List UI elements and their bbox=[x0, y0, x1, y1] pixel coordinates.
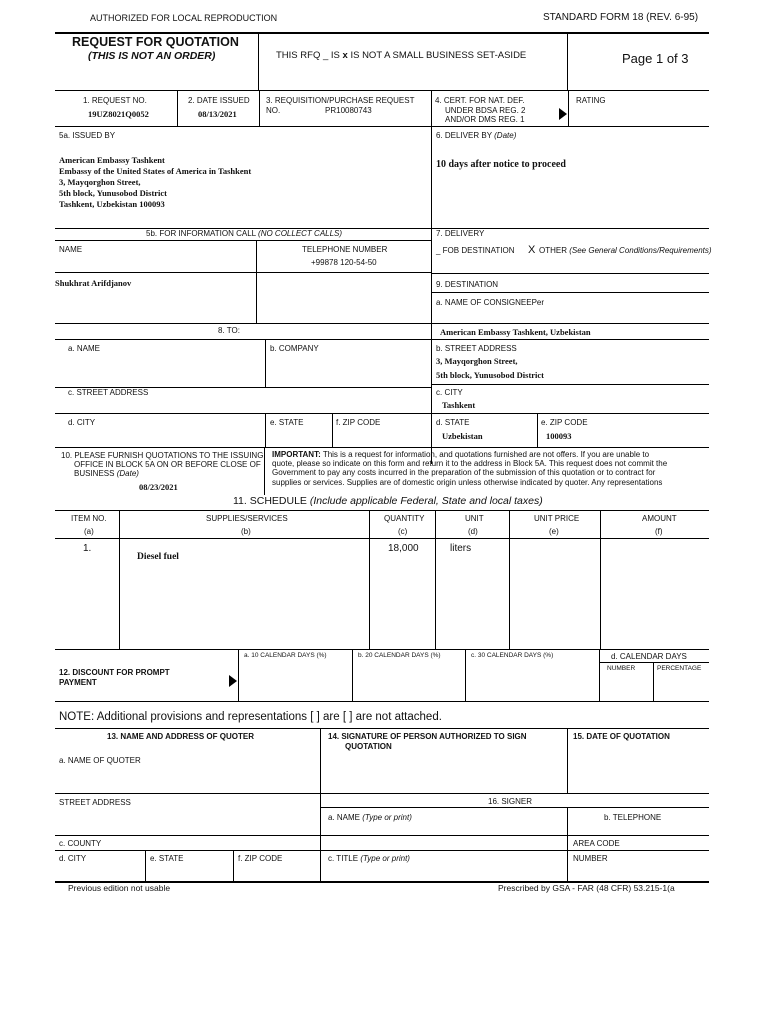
date-of-quotation-label: 15. DATE OF QUOTATION bbox=[573, 732, 670, 741]
form-title: REQUEST FOR QUOTATION bbox=[72, 35, 239, 49]
col-unit: UNIT bbox=[465, 514, 484, 523]
dest-state-value: Uzbekistan bbox=[442, 431, 483, 441]
setaside-text: THIS RFQ _ IS x IS NOT A SMALL BUSINESS SET-ASIDE bbox=[276, 50, 527, 61]
telephone-value: +99878 120-54-50 bbox=[311, 258, 377, 267]
deliver-by-label: 6. DELIVER BY (Date) bbox=[436, 131, 517, 140]
dest-city-label: c. CITY bbox=[436, 388, 463, 397]
form-id: STANDARD FORM 18 (REV. 6-95) bbox=[543, 12, 699, 23]
date-issued-value: 08/13/2021 bbox=[198, 109, 237, 119]
schedule-title: 11. SCHEDULE (Include applicable Federal, State and local taxes) bbox=[233, 495, 543, 507]
previous-edition: Previous edition not usable bbox=[68, 883, 171, 893]
signer-phone-label: b. TELEPHONE bbox=[604, 813, 662, 822]
to-zip-label: f. ZIP CODE bbox=[336, 418, 381, 427]
row-item-no: 1. bbox=[83, 543, 92, 554]
requisition-value: PR10080743 bbox=[325, 106, 372, 115]
row-quantity: 18,000 bbox=[388, 543, 419, 554]
to-city-label: d. CITY bbox=[68, 418, 96, 427]
fob-destination: _ FOB DESTINATION bbox=[436, 246, 515, 255]
dest-street-label: b. STREET ADDRESS bbox=[436, 344, 517, 353]
to-label: 8. TO: bbox=[218, 326, 240, 335]
col-price-sub: (e) bbox=[549, 527, 559, 536]
page-number: Page 1 of 3 bbox=[622, 51, 689, 66]
other-check: X bbox=[528, 244, 536, 256]
request-no-value: 19UZ8021Q0052 bbox=[88, 109, 149, 119]
col-amount-sub: (f) bbox=[655, 527, 663, 536]
arrow-right-icon bbox=[559, 108, 567, 120]
col-qty-sub: (c) bbox=[398, 527, 408, 536]
issued-by-line: 3, Mayqorghon Street, bbox=[59, 177, 141, 187]
issued-by-line: American Embassy Tashkent bbox=[59, 155, 165, 165]
col-unit-sub: (d) bbox=[468, 527, 478, 536]
col-supplies-sub: (b) bbox=[241, 527, 251, 536]
cert-label-2: UNDER BDSA REG. 2 bbox=[445, 106, 526, 115]
row-description: Diesel fuel bbox=[137, 552, 179, 562]
destination-label: 9. DESTINATION bbox=[436, 280, 499, 289]
discount-30: c. 30 CALENDAR DAYS (%) bbox=[471, 652, 554, 659]
dest-street-line: 3, Mayqorghon Street, bbox=[436, 356, 518, 366]
to-company-label: b. COMPANY bbox=[270, 344, 319, 353]
col-qty: QUANTITY bbox=[384, 514, 425, 523]
discount-label: 12. DISCOUNT FOR PROMPT bbox=[59, 668, 170, 677]
quoter-state-label: e. STATE bbox=[150, 854, 184, 863]
requisition-label-no: NO. bbox=[266, 106, 281, 115]
col-item: ITEM NO. bbox=[71, 514, 107, 523]
discount-days: d. CALENDAR DAYS bbox=[611, 652, 687, 661]
dest-street-line: 5th block, Yunusobod District bbox=[436, 370, 545, 380]
dest-state-label: d. STATE bbox=[436, 418, 470, 427]
discount-20: b. 20 CALENDAR DAYS (%) bbox=[358, 652, 441, 659]
cert-label: 4. CERT. FOR NAT. DEF. bbox=[435, 96, 525, 105]
furnish-label-3: BUSINESS (Date) bbox=[74, 469, 139, 478]
furnish-date: 08/23/2021 bbox=[139, 482, 178, 492]
discount-percentage: PERCENTAGE bbox=[657, 665, 702, 672]
request-no-label: 1. REQUEST NO. bbox=[83, 96, 147, 105]
quoter-street-label: STREET ADDRESS bbox=[59, 798, 131, 807]
form-subtitle: (THIS IS NOT AN ORDER) bbox=[88, 50, 216, 62]
cert-label-3: AND/OR DMS REG. 1 bbox=[445, 115, 525, 124]
dest-zip-label: e. ZIP CODE bbox=[541, 418, 588, 427]
signature-label-2: QUOTATION bbox=[345, 742, 392, 751]
col-item-sub: (a) bbox=[84, 527, 94, 536]
furnish-label-2: OFFICE IN BLOCK 5A ON OR BEFORE CLOSE OF bbox=[74, 460, 261, 469]
col-supplies: SUPPLIES/SERVICES bbox=[206, 514, 288, 523]
furnish-label: 10. PLEASE FURNISH QUOTATIONS TO THE ISSUING bbox=[61, 451, 264, 460]
signer-name-label: a. NAME (Type or print) bbox=[328, 813, 412, 822]
dest-zip-value: 100093 bbox=[546, 431, 572, 441]
col-price: UNIT PRICE bbox=[534, 514, 580, 523]
delivery-other: OTHER (See General Conditions/Requirements) bbox=[539, 246, 712, 255]
signer-label: 16. SIGNER bbox=[488, 797, 533, 806]
dest-city-value: Tashkent bbox=[442, 400, 476, 410]
delivery-label: 7. DELIVERY bbox=[436, 229, 485, 238]
info-call-label: 5b. FOR INFORMATION CALL (NO COLLECT CALLS) bbox=[146, 229, 343, 238]
number-label: NUMBER bbox=[573, 854, 608, 863]
quoter-zip-label: f. ZIP CODE bbox=[238, 854, 283, 863]
date-issued-label: 2. DATE ISSUED bbox=[188, 96, 250, 105]
consignee-label: a. NAME OF CONSIGNEEPer bbox=[436, 298, 545, 307]
issued-by-label: 5a. ISSUED BY bbox=[59, 131, 116, 140]
contact-name-label: NAME bbox=[59, 245, 83, 254]
prescribed-by: Prescribed by GSA - FAR (48 CFR) 53.215-1(a bbox=[498, 883, 675, 893]
important-notice: IMPORTANT: This is a request for information, and quotations furnished are not offers. If you are unable to quote, please so indicate on this form and return it to the address in Block 5A. This request does not commit the Government to pay any costs incurred in the preparation of the submission of this quotation or to contract for supplies or services. Supplies are of domestic origin unless otherwise indicated by quoter. Any representations bbox=[272, 450, 668, 487]
signer-title-label: c. TITLE (Type or print) bbox=[328, 854, 410, 863]
issued-by-line: 5th block, Yunusobod District bbox=[59, 188, 168, 198]
contact-name-value: Shukhrat Arifdjanov bbox=[55, 278, 132, 288]
requisition-label: 3. REQUISITION/PURCHASE REQUEST bbox=[266, 96, 415, 105]
quoter-city-label: d. CITY bbox=[59, 854, 87, 863]
signature-label: 14. SIGNATURE OF PERSON AUTHORIZED TO SIGN bbox=[328, 732, 527, 741]
quoter-label: 13. NAME AND ADDRESS OF QUOTER bbox=[107, 732, 254, 741]
discount-10: a. 10 CALENDAR DAYS (%) bbox=[244, 652, 327, 659]
deliver-by-value: 10 days after notice to proceed bbox=[436, 159, 566, 170]
discount-label-2: PAYMENT bbox=[59, 678, 97, 687]
issued-by-line: Embassy of the United States of America in Tashkent bbox=[59, 166, 252, 176]
arrow-right-icon bbox=[229, 675, 237, 687]
discount-number: NUMBER bbox=[607, 665, 636, 672]
authorized-text: AUTHORIZED FOR LOCAL REPRODUCTION bbox=[90, 13, 278, 23]
consignee-value: American Embassy Tashkent, Uzbekistan bbox=[440, 327, 591, 337]
to-state-label: e. STATE bbox=[270, 418, 304, 427]
area-code-label: AREA CODE bbox=[573, 839, 620, 848]
quoter-name-label: a. NAME OF QUOTER bbox=[59, 756, 141, 765]
col-amount: AMOUNT bbox=[642, 514, 677, 523]
telephone-label: TELEPHONE NUMBER bbox=[302, 245, 388, 254]
to-name-label: a. NAME bbox=[68, 344, 101, 353]
quoter-county-label: c. COUNTY bbox=[59, 839, 102, 848]
rating-label: RATING bbox=[576, 96, 606, 105]
note-text: NOTE: Additional provisions and representations [ ] are [ ] are not attached. bbox=[59, 711, 442, 723]
row-unit: liters bbox=[450, 543, 472, 554]
issued-by-line: Tashkent, Uzbekistan 100093 bbox=[59, 199, 165, 209]
to-street-label: c. STREET ADDRESS bbox=[68, 388, 149, 397]
